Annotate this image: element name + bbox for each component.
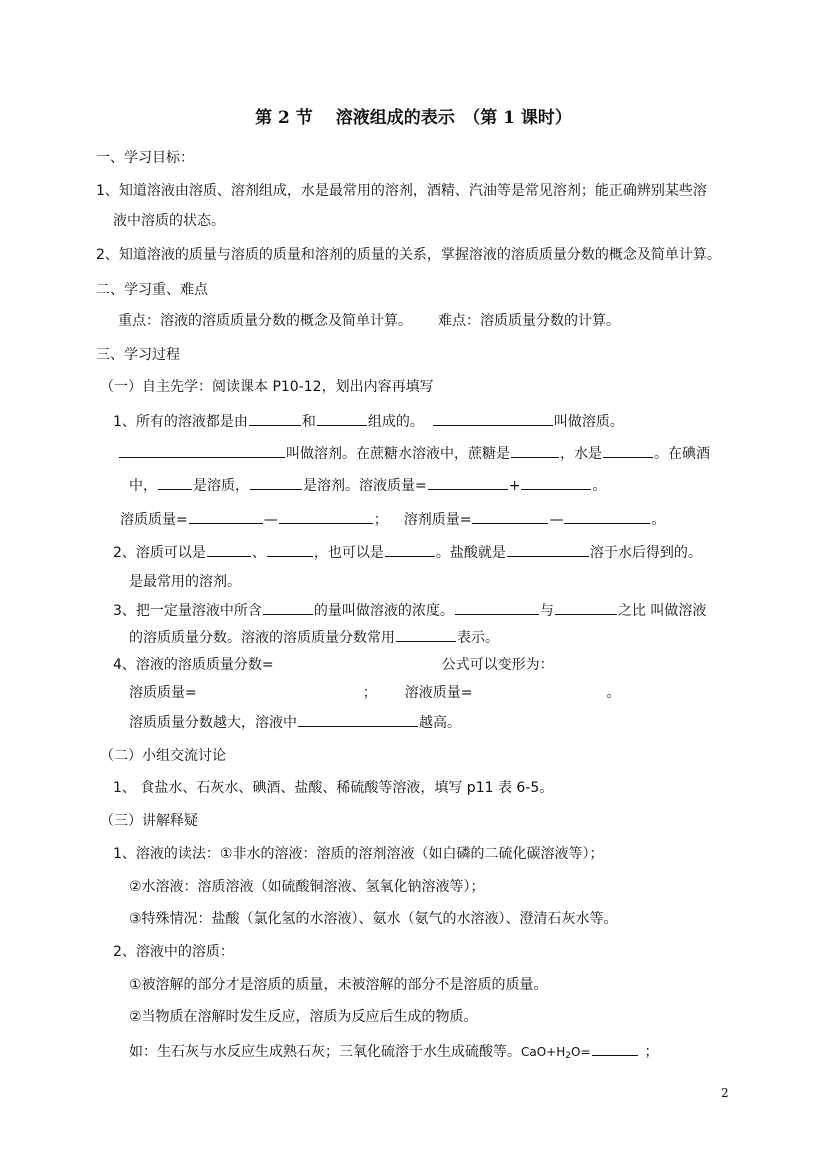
- fill-blank[interactable]: [263, 599, 313, 615]
- q1-text-h: 中，: [129, 478, 157, 494]
- fill-blank[interactable]: [279, 508, 373, 524]
- fill-blank[interactable]: [298, 711, 418, 727]
- q3-text-b: 的量叫做溶液的浓度。: [313, 603, 454, 619]
- q1-text-i: 是溶质，: [193, 478, 249, 494]
- reading-rule-2: ②水溶液：溶质溶液（如硫酸铜溶液、氢氧化钠溶液等）；: [129, 879, 485, 895]
- goal-2: 2、知道溶液的质量与溶质的质量和溶剂的质量的关系，掌握溶液的溶质质量分数的概念及简单计算。: [96, 247, 721, 263]
- part-2-item-1: 1、 食盐水、石灰水、碘酒、盐酸、稀硫酸等溶液，填写 p11 表 6-5。: [113, 780, 554, 796]
- section-3-heading: 三、学习过程: [96, 347, 180, 363]
- key-points: [118, 311, 620, 331]
- q1-text-p: 溶剂质量=: [403, 512, 472, 528]
- fill-blank[interactable]: [603, 442, 653, 458]
- q4-text-b: 公式可以变形为：: [441, 657, 554, 673]
- equation: [521, 1045, 591, 1059]
- q1-text-m: 溶质质量=: [120, 512, 188, 528]
- question-3-line-2: [129, 626, 499, 648]
- q1-text-k: +: [508, 478, 521, 494]
- fill-blank[interactable]: [511, 442, 559, 458]
- reading-rule-1: 1、溶液的读法：①非水的溶液：溶质的溶剂溶液（如白磷的二硫化碳溶液等）；: [113, 846, 604, 862]
- q2-text-b: 、: [251, 545, 266, 561]
- goal-1-line-2: 液中溶质的状态。: [113, 213, 225, 229]
- question-1-line-3: [129, 474, 606, 496]
- question-3-line-1: [113, 599, 706, 621]
- q3-text-a: 3、把一定量溶液中所含: [113, 603, 262, 619]
- fill-blank[interactable]: [249, 410, 301, 426]
- solute-rule-1: ①被溶解的部分才是溶质的质量，未被溶解的部分不是溶质的质量。: [129, 977, 548, 993]
- question-4-line-3: [129, 711, 461, 733]
- difficult-point-text: 难点：溶质质量分数的计算。: [438, 313, 620, 329]
- q4-text-e: 溶液质量=: [404, 685, 473, 701]
- q1-text-d: 叫做溶质。: [553, 414, 624, 430]
- fill-blank[interactable]: [158, 474, 192, 490]
- page-title: 第 2 节 溶液组成的表示 （第 1 课时）: [255, 108, 572, 128]
- fill-blank[interactable]: [564, 508, 650, 524]
- q2-text-d: 。盐酸就是: [435, 545, 506, 561]
- goal-1-line-1: 1、知道溶液由溶质、溶剂组成，水是最常用的溶剂，酒精、汽油等是常见溶剂；能正确辨别某些溶: [96, 183, 707, 199]
- q1-text-f: ，水是: [560, 446, 602, 462]
- q1-text-g: 。在碘酒: [654, 446, 710, 462]
- solute-heading: 2、溶液中的溶质：: [113, 944, 234, 960]
- fill-blank[interactable]: [250, 474, 302, 490]
- q4-text-d: ；: [362, 685, 377, 701]
- fill-blank[interactable]: [267, 541, 313, 557]
- q1-text-c: 组成的。: [367, 414, 424, 430]
- fill-blank[interactable]: [428, 474, 508, 490]
- fill-blank[interactable]: [317, 410, 367, 426]
- q2-text-e: 溶于水后得到的。: [589, 545, 702, 561]
- question-2-line-1: [113, 541, 702, 563]
- part-2-heading: （二）小组交流讨论: [100, 748, 226, 764]
- q2-text-f: 是最常用的溶剂。: [129, 574, 241, 590]
- question-4-line-2: [129, 683, 620, 703]
- part-1-heading: （一）自主先学：阅读课本 P10-12，划出内容再填写: [100, 379, 434, 395]
- question-2-line-2: [129, 572, 241, 592]
- q3-text-d: 之比 叫做溶液: [617, 603, 707, 619]
- q3-text-e: 的溶质质量分数。溶液的溶质质量分数常用: [129, 630, 395, 646]
- solute-example-text: 如：生石灰与水反应生成熟石灰；三氧化硫溶于水生成硫酸等。: [129, 1044, 521, 1060]
- equation-end: ；: [644, 1044, 659, 1060]
- q4-text-f: 。: [606, 685, 621, 701]
- fill-blank[interactable]: [455, 599, 539, 615]
- q1-text-b: 和: [301, 414, 316, 430]
- q4-text-g: 溶质质量分数越大，溶液中: [129, 715, 297, 731]
- q1-text-q: —: [549, 512, 564, 528]
- equation-subscript: 2: [565, 1051, 571, 1061]
- q3-text-c: 与: [539, 603, 554, 619]
- q4-text-a: 4、溶液的溶质质量分数=: [113, 657, 274, 673]
- question-1-line-1: [113, 410, 624, 432]
- equation-part-b: O=: [571, 1045, 591, 1059]
- equation-part-a: CaO+H: [521, 1045, 566, 1059]
- q2-text-c: ，也可以是: [313, 545, 384, 561]
- q4-text-h: 越高。: [419, 715, 461, 731]
- q1-text-n: —: [263, 512, 278, 528]
- q1-text-l: 。: [592, 478, 607, 494]
- q1-text-e: 叫做溶剂。在蔗糖水溶液中，蔗糖是: [286, 446, 510, 462]
- solute-example: [129, 1040, 659, 1066]
- key-point-text: 重点：溶液的溶质质量分数的概念及简单计算。: [118, 313, 412, 329]
- solute-rule-2: ②当物质在溶解时发生反应，溶质为反应后生成的物质。: [129, 1009, 478, 1025]
- part-3-heading: （三）讲解释疑: [100, 813, 198, 829]
- question-1-line-2: [118, 442, 710, 464]
- question-4-line-1: [113, 655, 554, 675]
- q4-text-c: 溶质质量=: [129, 685, 197, 701]
- section-1-heading: 一、学习目标：: [96, 150, 194, 166]
- q1-text-o: ；: [373, 512, 388, 528]
- fill-blank[interactable]: [592, 1040, 638, 1056]
- fill-blank[interactable]: [119, 442, 285, 458]
- fill-blank[interactable]: [521, 474, 591, 490]
- reading-rule-3: ③特殊情况：盐酸（氯化氢的水溶液）、氨水（氨气的水溶液）、澄清石灰水等。: [129, 911, 618, 927]
- q1-text-r: 。: [651, 512, 666, 528]
- question-1-line-4: [120, 508, 665, 530]
- q1-text-a: 1、所有的溶液都是由: [113, 414, 248, 430]
- q2-text-a: 2、溶质可以是: [113, 545, 206, 561]
- page-number: 2: [721, 1086, 729, 1100]
- fill-blank[interactable]: [507, 541, 589, 557]
- section-2-heading: 二、学习重、难点: [96, 282, 208, 298]
- fill-blank[interactable]: [189, 508, 263, 524]
- fill-blank[interactable]: [396, 626, 456, 642]
- q3-text-f: 表示。: [457, 630, 499, 646]
- fill-blank[interactable]: [385, 541, 435, 557]
- fill-blank[interactable]: [433, 410, 553, 426]
- fill-blank[interactable]: [207, 541, 251, 557]
- fill-blank[interactable]: [472, 508, 548, 524]
- q1-text-j: 是溶剂。溶液质量=: [303, 478, 427, 494]
- fill-blank[interactable]: [555, 599, 617, 615]
